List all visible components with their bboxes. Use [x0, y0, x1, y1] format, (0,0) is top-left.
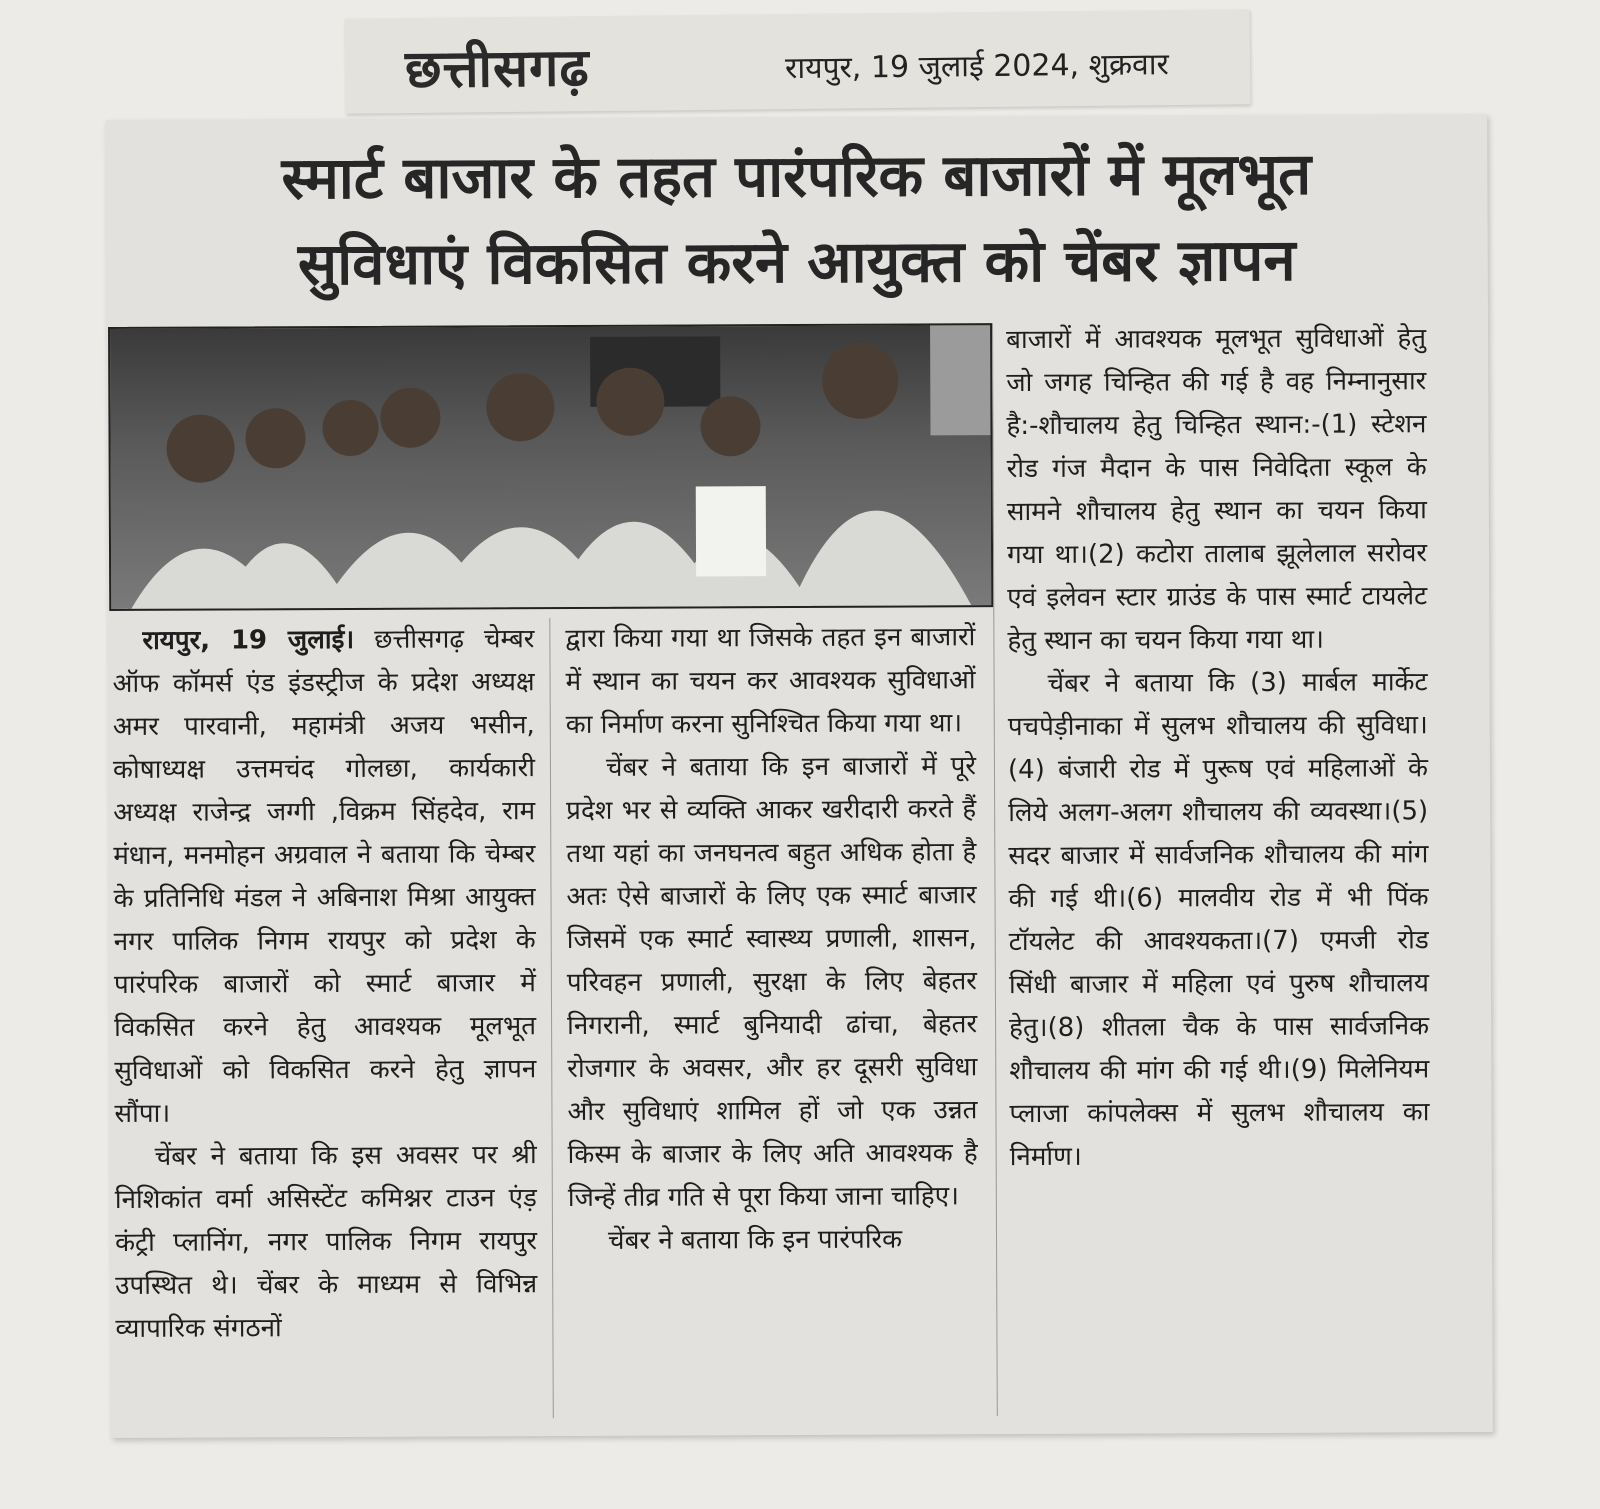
article-column-1: [112, 618, 537, 1351]
paragraph: छत्तीसगढ़ चेम्बर ऑफ कॉमर्स एंड इंडस्ट्रीज के प्रदेश अध्यक्ष अमर पारवानी, महामंत्री अजय भसीन, कोषाध्यक्ष उत्तमचंद गोलछा, कार्यकारी अध्यक्ष राजेन्द्र जग्गी ,विक्रम सिंहदेव, राम मंधान, मनमोहन अग्रवाल ने बताया कि चेम्बर के प्रतिनिधि मंडल ने अबिनाश मिश्रा आयुक्त नगर पालिक निगम रायपुर को प्रदेश के पारंपरिक बाजारों को स्मार्ट बाजार में विकसित करने हेतु आवश्यक मूलभूत सुविधाओं को विकसित करने हेतु ज्ञापन सौंपा।: [112, 624, 537, 1129]
masthead: [345, 9, 1251, 113]
column-divider: [992, 323, 998, 1416]
paragraph: चेंबर ने बताया कि इन बाजारों में पूरे प्रदेश भर से व्यक्ति आकर खरीदारी करते हैं तथा यहां का जनघनत्व बहुत अधिक होता है अतः ऐसे बाजारों के लिए एक स्मार्ट बाजार जिसमें एक स्मार्ट स्वास्थ्य प्रणाली, शासन, परिवहन प्रणाली, सुरक्षा के लिए बेहतर निगरानी, स्मार्ट बुनियादी ढांचा, बेहतर रोजगार के अवसर, और हर दूसरी सुविधा और सुविधाएं शामिल हों जो एक उन्नत किस्म के बाजार के लिए अति आवश्यक है जिन्हें तीव्र गति से पूरा किया जाना चाहिए।: [566, 751, 978, 1214]
newspaper-name: छत्तीसगढ़: [404, 37, 590, 101]
headline-line-2: सुविधाएं विकसित करने आयुक्त को चेंबर ज्ञापन: [297, 225, 1296, 299]
column-divider: [549, 618, 553, 1418]
paragraph: चेंबर ने बताया कि (3) मार्बल मार्केट पचपेड़ीनाका में सुलभ शौचालय की सुविधा।(4) बंजारी रोड में पुरूष एवं महिलाओं के लिये अलग-अलग शौचालय की व्यवस्था।(5) सदर बाजार में सार्वजनिक शौचालय की मांग की गई थी।(6) मालवीय रोड में भी पिंक टॉयलेट की आवश्यकता।(7) एमजी रोड सिंधी बाजार में महिला एवं पुरुष शौचालय हेतु।(8) शीतला चैक के पास सार्वजनिक शौचालय की मांग की गई थी।(9) मिलेनियम प्लाजा कांपलेक्स में सुलभ शौचालय का निर्माण।: [1007, 667, 1430, 1173]
group-photo-icon: [108, 323, 993, 611]
paragraph: चेंबर ने बताया कि इस अवसर पर श्री निशिकांत वर्मा असिस्टेंट कमिश्नर टाउन एंड़ कंट्री प्लानिंग, नगर पालिक निगम रायपुर उपस्थित थे। चेंबर के माध्यम से विभिन्न व्यापारिक संगठनों: [114, 1140, 538, 1344]
article-dateline: रायपुर, 19 जुलाई।: [142, 624, 355, 656]
article-headline: [105, 130, 1488, 308]
paragraph: द्वारा किया गया था जिसके तहत इन बाजारों में स्थान का चयन कर आवश्यक सुविधाओं का निर्माण करना सुनिश्चित किया गया था।: [565, 622, 976, 741]
paragraph: चेंबर ने बताया कि इन पारंपरिक: [607, 1224, 903, 1256]
article-column-2: [565, 616, 978, 1263]
news-clipping: [105, 114, 1493, 1438]
paragraph: बाजारों में आवश्यक मूलभूत सुविधाओं हेतु जो जगह चिन्हित की गई है वह निम्नानुसार है:-शौचालय हेतु चिन्हित स्थान:-(1) स्टेशन रोड गंज मैदान के पास निवेदिता स्कूल के सामने शौचालय हेतु स्थान का चयन किया गया था।(2) कटोरा तालाब झूलेलाल सरोवर एवं इलेवन स्टार ग्राउंड के पास स्मार्ट टायलेट हेतु स्थान का चयन किया गया था।: [1006, 323, 1428, 657]
headline-line-1: स्मार्ट बाजार के तहत पारंपरिक बाजारों में मूलभूत: [281, 139, 1312, 213]
article-column-3: [1006, 317, 1430, 1179]
edition-dateline: रायपुर, 19 जुलाई 2024, शुक्रवार: [784, 47, 1169, 87]
